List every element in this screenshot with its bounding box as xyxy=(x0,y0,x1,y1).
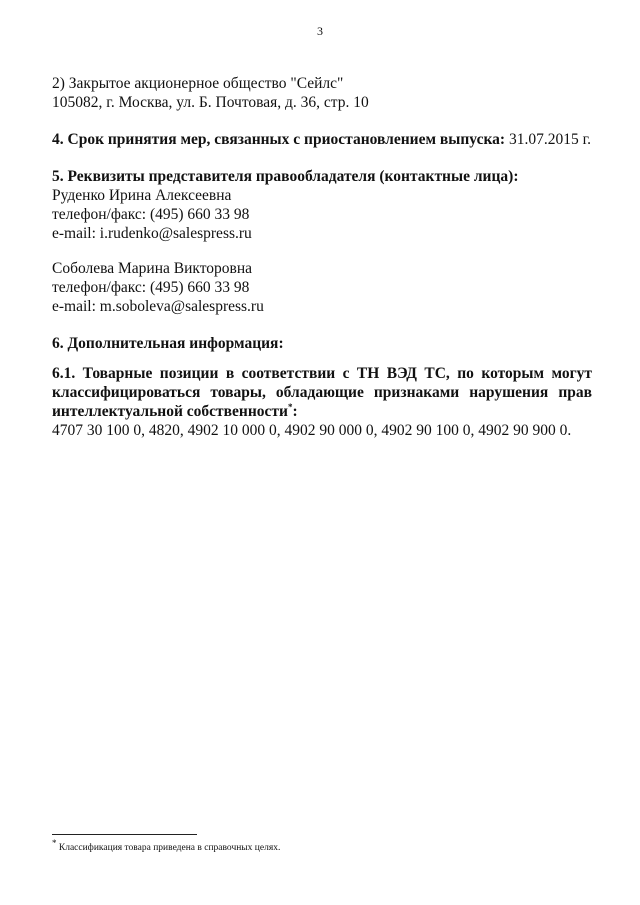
footnote-mark: * xyxy=(52,837,57,848)
contact-1-phone: телефон/факс: (495) 660 33 98 xyxy=(52,206,250,223)
document-body xyxy=(52,74,592,440)
tn-ved-codes: 4707 30 100 0, 4820, 4902 10 000 0, 4902 90 000 0, 4902 90 100 0, 4902 90 900 0. xyxy=(52,422,572,439)
section-6-1-line-3-text: интеллектуальной собственности xyxy=(52,403,288,420)
contact-2-phone: телефон/факс: (495) 660 33 98 xyxy=(52,279,250,296)
section-6-1-line-1: 6.1. Товарные позиции в соответствии с ТН ВЭД ТС, по которым могут xyxy=(52,365,592,382)
section-6-1-colon: : xyxy=(292,403,298,420)
section-4-value: 31.07.2015 г. xyxy=(505,131,592,148)
section-6-heading: 6. Дополнительная информация: xyxy=(52,335,284,352)
section-4 xyxy=(52,130,592,149)
footnote xyxy=(52,837,592,854)
footnote-reference-mark: * xyxy=(287,401,293,412)
footnote-text: Классификация товара приведена в справочных целях. xyxy=(56,843,281,853)
section-6-1-line-2: классифицироваться товары, обладающие признаками нарушения прав xyxy=(52,384,592,401)
owner-2-address: 105082, г. Москва, ул. Б. Почтовая, д. 36, стр. 10 xyxy=(52,94,369,111)
contact-2-email: e-mail: m.soboleva@salespress.ru xyxy=(52,298,264,315)
section-4-heading: 4. Срок принятия мер, связанных с приостановлением выпуска: xyxy=(52,131,506,148)
contact-1-email: e-mail: i.rudenko@salespress.ru xyxy=(52,225,252,242)
contact-1-name: Руденко Ирина Алексеевна xyxy=(52,187,232,204)
contact-2-name: Соболева Марина Викторовна xyxy=(52,260,253,277)
footnote-separator xyxy=(52,834,197,835)
page-number: 3 xyxy=(317,24,323,38)
owner-2-name: 2) Закрытое акционерное общество "Сейлс" xyxy=(52,75,344,92)
section-5-heading: 5. Реквизиты представителя правообладателя (контактные лица): xyxy=(52,168,519,185)
section-6-1-line-3 xyxy=(52,402,592,421)
